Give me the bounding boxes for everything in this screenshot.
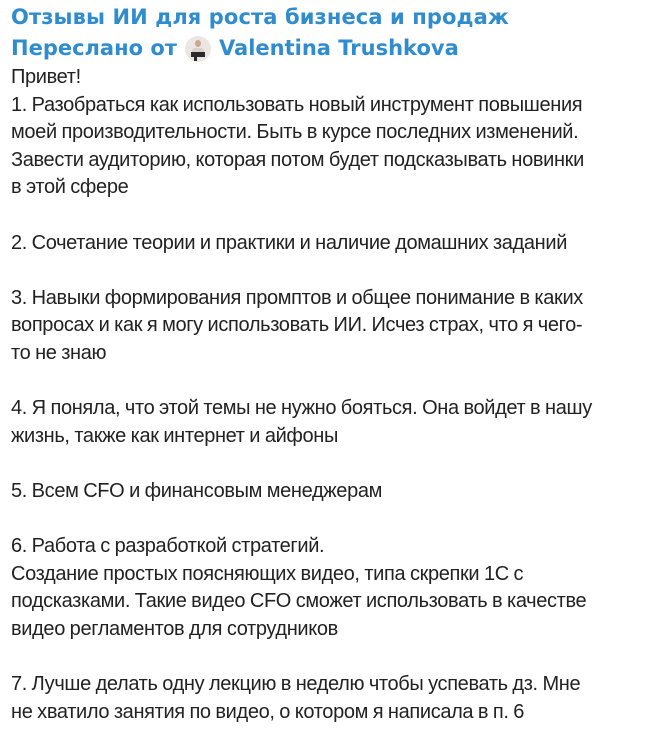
item-line: 7. Лучше делать одну лекцию в неделю чтобы успевать дз. Мне xyxy=(11,673,581,696)
item-line: видео регламентов для сотрудников xyxy=(11,617,338,640)
list-item-6 xyxy=(11,533,656,643)
item-line: вопросах и как я могу использовать ИИ. Исчез страх, что я чего- xyxy=(11,314,583,337)
forwarded-message xyxy=(11,2,656,726)
spacer xyxy=(11,257,656,285)
item-line: моей производительности. Быть в курсе последних изменений. xyxy=(11,121,579,144)
spacer xyxy=(11,368,656,396)
list-item-2 xyxy=(11,230,656,258)
greeting: Привет! xyxy=(11,66,81,88)
item-line: жизнь, также как интернет и айфоны xyxy=(11,424,339,447)
list-item-3 xyxy=(11,285,656,368)
item-line: в этой сфере xyxy=(11,176,129,199)
spacer xyxy=(11,202,656,230)
list-item-1 xyxy=(11,92,656,202)
item-line: 6. Работа с разработкой стратегий. xyxy=(11,535,325,558)
item-line: 3. Навыки формирования промптов и общее понимание в каких xyxy=(11,286,583,309)
avatar-leg-shape xyxy=(194,56,197,61)
item-line: подсказками. Такие видео CFO сможет использовать в качестве xyxy=(11,590,587,613)
spacer xyxy=(11,506,656,534)
item-line: Создание простых поясняющих видео, типа скрепки 1С с xyxy=(11,562,524,585)
item-line: 5. Всем CFO и финансовым менеджерам xyxy=(11,479,383,502)
list-item-4 xyxy=(11,395,656,450)
sender-avatar[interactable] xyxy=(185,36,211,62)
forwarded-label: Переслано от xyxy=(11,36,177,60)
spacer xyxy=(11,450,656,478)
item-line: 4. Я поняла, что этой темы не нужно бояться. Она войдет в нашу xyxy=(11,397,592,420)
item-line: то не знаю xyxy=(11,341,107,364)
channel-title[interactable]: Отзывы ИИ для роста бизнеса и продаж xyxy=(11,5,509,29)
list-item-7 xyxy=(11,671,656,726)
item-line: не хватило занятия по видео, о котором я написала в п. 6 xyxy=(11,700,525,723)
list-item-5 xyxy=(11,478,656,506)
item-line: 2. Сочетание теории и практики и наличие домашних заданий xyxy=(11,231,568,254)
avatar-head-shape xyxy=(195,40,201,47)
sender-name-link[interactable]: Valentina Trushkova xyxy=(218,36,459,60)
item-line: 1. Разобраться как использовать новый инструмент повышения xyxy=(11,93,583,116)
spacer xyxy=(11,643,656,671)
message-body xyxy=(11,64,656,726)
item-line: Завести аудиторию, которая потом будет подсказывать новинки xyxy=(11,148,584,171)
forwarded-from-header xyxy=(11,33,656,64)
